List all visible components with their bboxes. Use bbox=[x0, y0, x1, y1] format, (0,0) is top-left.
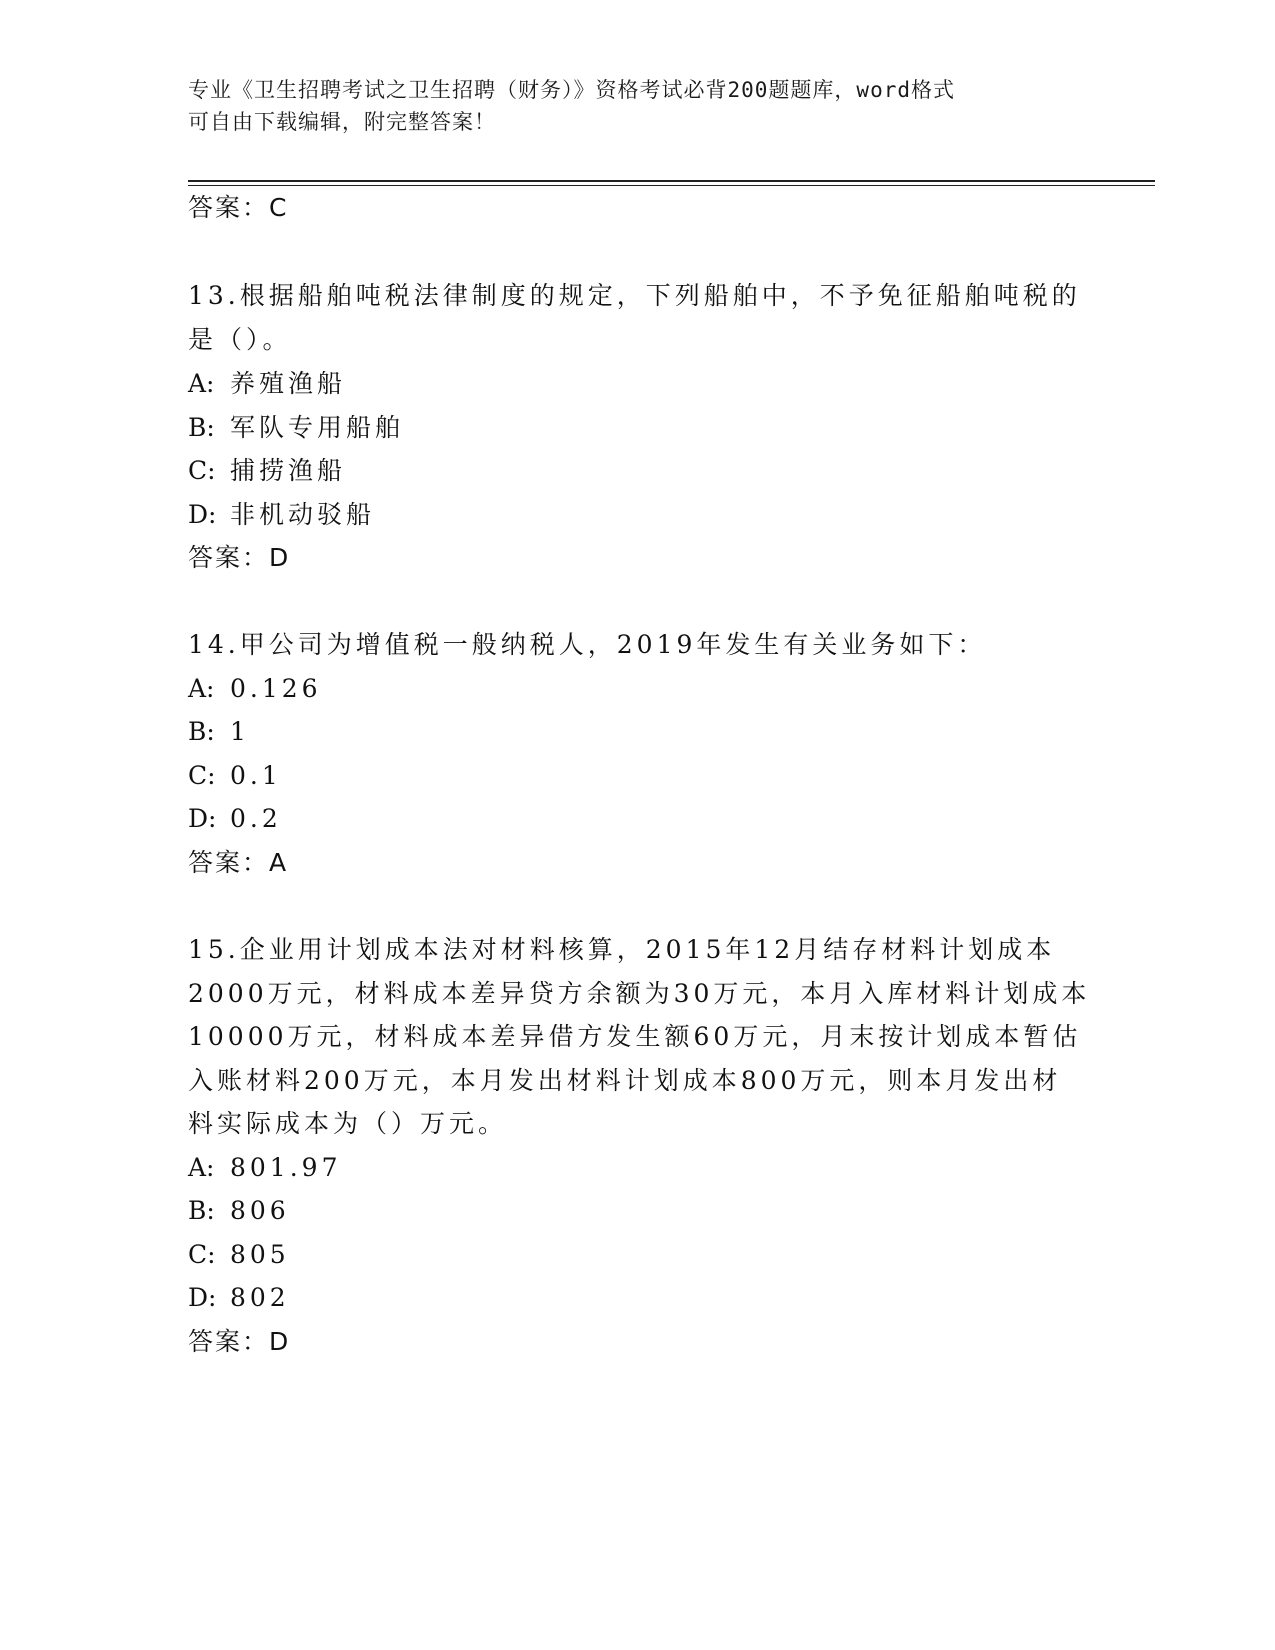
option-c bbox=[188, 451, 346, 491]
header-line-1: 专业《卫生招聘考试之卫生招聘（财务）》资格考试必背200题题库，word格式 bbox=[188, 78, 955, 102]
answer: 答案：D bbox=[188, 543, 291, 572]
option-a bbox=[188, 364, 346, 404]
question-stem-line: 2000万元，材料成本差异贷方余额为30万元，本月入库材料计划成本 bbox=[188, 979, 1091, 1008]
option-a bbox=[188, 1148, 341, 1188]
question-stem-line: 10000万元，材料成本差异借方发生额60万元，月末按计划成本暂估 bbox=[188, 1022, 1082, 1051]
option-text: 0.1 bbox=[230, 761, 282, 790]
option-b bbox=[188, 408, 404, 448]
option-key: B: bbox=[188, 717, 215, 746]
answer: 答案：A bbox=[188, 848, 289, 877]
option-text: 806 bbox=[230, 1196, 290, 1225]
question-stem-line: 是（）。 bbox=[188, 325, 292, 354]
header-divider-thin bbox=[188, 185, 1155, 186]
option-key: C: bbox=[188, 1240, 216, 1269]
question-stem-line: 13.根据船舶吨税法律制度的规定，下列船舶中，不予免征船舶吨税的 bbox=[188, 281, 1081, 310]
option-text: 养殖渔船 bbox=[230, 369, 347, 398]
option-key: C: bbox=[188, 761, 216, 790]
option-key: B: bbox=[188, 413, 215, 442]
option-text: 801.97 bbox=[230, 1153, 342, 1182]
answer: 答案：D bbox=[188, 1327, 291, 1356]
option-d bbox=[188, 1278, 290, 1318]
option-text: 805 bbox=[230, 1240, 290, 1269]
option-key: A: bbox=[188, 1153, 215, 1182]
option-text: 捕捞渔船 bbox=[230, 456, 347, 485]
option-key: A: bbox=[188, 369, 215, 398]
question-stem-line: 入账材料200万元，本月发出材料计划成本800万元，则本月发出材 bbox=[188, 1066, 1062, 1095]
question-stem-line: 14.甲公司为增值税一般纳税人，2019年发生有关业务如下： bbox=[188, 630, 987, 659]
option-text: 0.126 bbox=[230, 674, 322, 703]
option-b bbox=[188, 1191, 290, 1231]
header-divider-thick bbox=[188, 180, 1155, 182]
option-d bbox=[188, 495, 375, 535]
option-a bbox=[188, 669, 322, 709]
question-stem-line: 15.企业用计划成本法对材料核算，2015年12月结存材料计划成本 bbox=[188, 935, 1056, 964]
option-c bbox=[188, 756, 282, 796]
option-text: 802 bbox=[230, 1283, 290, 1312]
previous-answer: 答案：C bbox=[188, 193, 289, 222]
option-text: 非机动驳船 bbox=[230, 500, 376, 529]
option-key: A: bbox=[188, 674, 215, 703]
option-text: 0.2 bbox=[230, 804, 282, 833]
question-stem-line: 料实际成本为（）万元。 bbox=[188, 1109, 508, 1138]
option-key: D: bbox=[188, 804, 217, 833]
option-text: 1 bbox=[230, 717, 250, 746]
header-line-2: 可自由下载编辑，附完整答案！ bbox=[188, 110, 496, 134]
document-header bbox=[188, 74, 1068, 138]
option-c bbox=[188, 1235, 290, 1275]
option-key: B: bbox=[188, 1196, 215, 1225]
option-key: C: bbox=[188, 456, 216, 485]
option-b bbox=[188, 712, 250, 752]
option-d bbox=[188, 799, 282, 839]
option-text: 军队专用船舶 bbox=[230, 413, 405, 442]
option-key: D: bbox=[188, 1283, 217, 1312]
option-key: D: bbox=[188, 500, 217, 529]
